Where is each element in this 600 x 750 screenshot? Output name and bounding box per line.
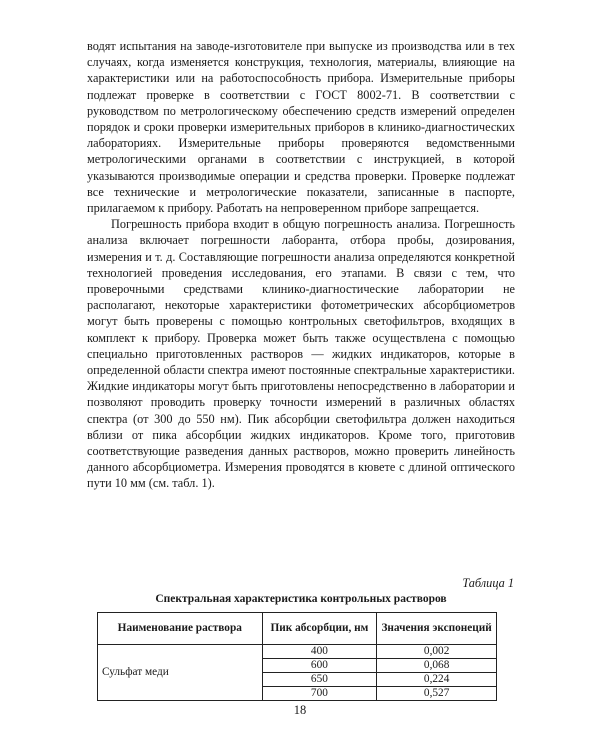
header-absorption-peak: Пик абсорбции, нм xyxy=(262,613,377,645)
value-cell: 0,224 xyxy=(377,673,497,687)
value-cell: 0,002 xyxy=(377,645,497,659)
table-title: Спектральная характеристика контрольных растворов xyxy=(155,593,447,605)
body-text xyxy=(87,38,515,492)
value-cell: 0,527 xyxy=(377,687,497,701)
header-solution-name: Наименование раствора xyxy=(98,613,263,645)
paragraph: Погрешность прибора входит в общую погрешность анализа. Погрешность анализа включает погрешности лаборанта, отбора пробы, дозирования, измерения и т. д. Составляющие погрешности анализа определяются конкретной технологией проведения исследования, его этапами. В связи с тем, что проверочными средствами клинико-диагностические лаборатории не располагают, некоторые характеристики фотометрических абсорбциометров могут быть проверены с помощью контрольных светофильтров, входящих в комплект к прибору. Проверка может быть также осуществлена с помощью специально приготовленных растворов — жидких индикаторов, которые в определенной области спектра имеют постоянные спектральные характеристики. Жидкие индикаторы могут быть приготовлены непосредственно в лаборатории и позволяют проводить проверку точности измерений в различных областях спектра (от 300 до 550 нм). Пик абсорбции светофильтра должен находиться вблизи от пика абсорбции жидких индикаторов. Кроме того, приготовив соответствующие разведения данных растворов, можно проверить линейность данного абсорбциометра. Измерения проводятся в кювете с длиной оптического пути 10 мм (см. табл. 1). xyxy=(87,217,515,491)
spectral-table xyxy=(97,612,497,701)
value-cell: 0,068 xyxy=(377,659,497,673)
peak-cell: 700 xyxy=(262,687,377,701)
page-number: 18 xyxy=(293,703,307,717)
paragraph: водят испытания на заводе-изготовителе при выпуске из производства или в тех случаях, когда изменяется конструкция, технология, материалы, влияющие на характеристики или на работоспособность прибора. Измерительные приборы подлежат проверке в соответствии с ГОСТ 8002-71. В соответствии с руководством по метрологическому обеспечению средств измерений определен порядок и сроки проверки измерительных приборов в клинико-диагностических лабораториях. Измерительные приборы проверяются ведомственными метрологическими органами в соответствии с инструкцией, в которой указываются производимые операции и средства проверки. Проверке подлежат все технические и метрологические показатели, записанные в паспорте, прилагаемом к прибору. Работать на непроверенном приборе запрещается. xyxy=(87,39,515,216)
header-extinction-values: Значения экспонеций xyxy=(377,613,497,645)
peak-cell: 400 xyxy=(262,645,377,659)
solution-name-cell: Сульфат меди xyxy=(98,645,263,701)
peak-cell: 650 xyxy=(262,673,377,687)
table-label: Таблица 1 xyxy=(462,576,514,590)
table-header-row xyxy=(98,613,497,645)
peak-cell: 600 xyxy=(262,659,377,673)
table-row xyxy=(98,645,497,659)
